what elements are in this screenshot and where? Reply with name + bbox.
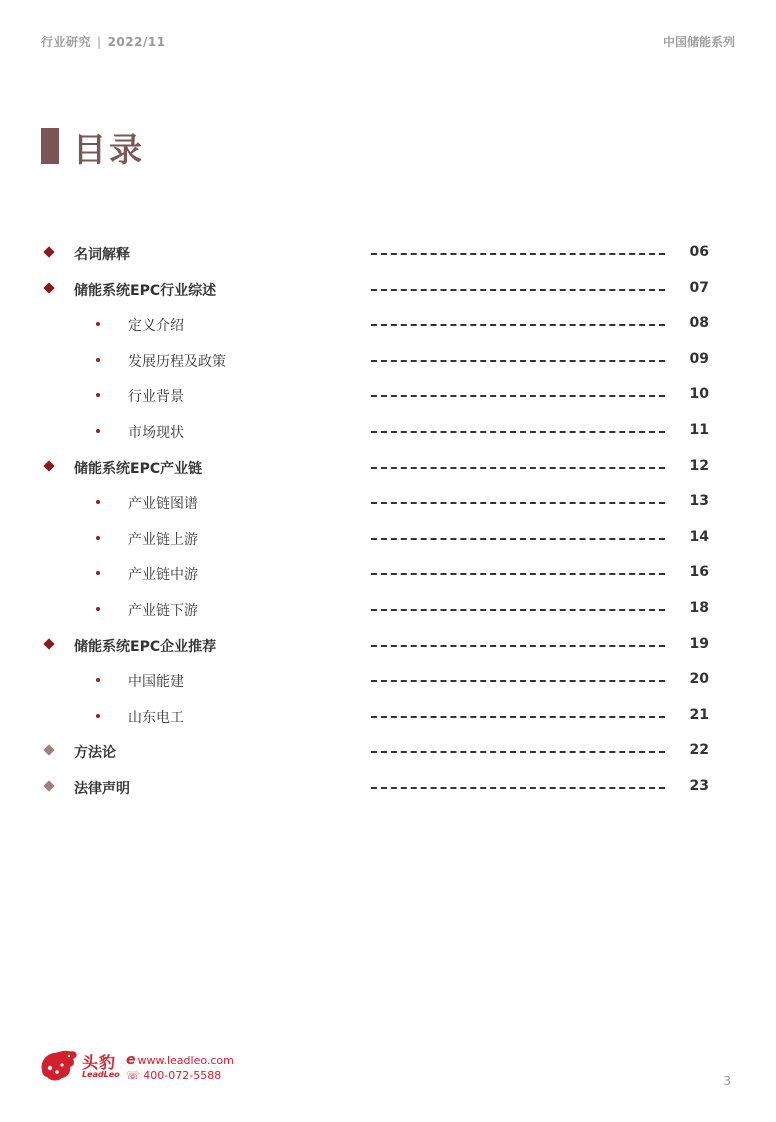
toc-entry-label: 山东电工 — [128, 709, 184, 726]
toc-entry-page: 14 — [689, 528, 709, 545]
toc-entry[interactable] — [0, 485, 776, 520]
toc-entry-label: 发展历程及政策 — [128, 353, 226, 370]
header-date: 2022/11 — [107, 35, 166, 49]
page-title: 目录 — [73, 130, 145, 169]
dot-leader — [371, 467, 665, 469]
website-text: www.leadleo.com — [137, 1054, 234, 1067]
web-e-icon: e — [126, 1052, 136, 1068]
toc-entry[interactable] — [0, 734, 776, 769]
toc-entry[interactable] — [0, 628, 776, 663]
toc-entry-label: 产业链中游 — [128, 567, 198, 584]
phone-number — [126, 1069, 221, 1082]
diamond-bullet-icon — [43, 745, 54, 756]
dot-leader — [371, 787, 665, 789]
footer-logo — [38, 1048, 238, 1084]
phone-icon: ☏ — [126, 1069, 140, 1082]
dot-bullet-icon — [96, 678, 100, 682]
phone-text: 400-072-5588 — [143, 1069, 222, 1082]
toc-entry-page: 21 — [689, 706, 709, 723]
toc-entry[interactable] — [0, 378, 776, 413]
dot-bullet-icon — [96, 571, 100, 575]
toc-entry-label: 市场现状 — [128, 425, 184, 441]
dot-leader — [371, 573, 665, 575]
logo-brand-en: LeadLeo — [82, 1070, 120, 1079]
dot-leader — [371, 538, 665, 540]
dot-leader — [371, 716, 665, 718]
toc-entry[interactable] — [0, 272, 776, 307]
toc-entry[interactable] — [0, 450, 776, 485]
leopard-logo-icon — [38, 1048, 80, 1084]
diamond-bullet-icon — [43, 460, 54, 471]
page-number: 3 — [723, 1074, 731, 1088]
toc-entry[interactable] — [0, 592, 776, 627]
toc-entry[interactable] — [0, 556, 776, 591]
diamond-bullet-icon — [43, 780, 54, 791]
dot-leader — [371, 253, 665, 255]
diamond-bullet-icon — [43, 638, 54, 649]
toc-entry-page: 12 — [689, 457, 709, 474]
toc-entry[interactable] — [0, 770, 776, 805]
toc-entry-label: 产业链下游 — [128, 603, 198, 619]
dot-bullet-icon — [96, 429, 100, 433]
diamond-bullet-icon — [43, 282, 54, 293]
toc-entry-page: 07 — [689, 279, 709, 296]
toc-entry-label: 法律声明 — [74, 781, 130, 797]
toc-entry[interactable] — [0, 307, 776, 342]
dot-leader — [371, 395, 665, 397]
dot-leader — [371, 431, 665, 433]
title-accent-bar — [41, 128, 59, 164]
dot-bullet-icon — [96, 607, 100, 611]
toc-entry-label: 定义介绍 — [128, 318, 184, 335]
dot-bullet-icon — [96, 322, 100, 326]
toc-entry-label: 行业背景 — [128, 389, 184, 406]
dot-leader — [371, 680, 665, 682]
dot-leader — [371, 751, 665, 753]
toc-entry-page: 10 — [689, 386, 709, 403]
header-series: 中国储能系列 — [662, 35, 735, 49]
toc-entry-label: 储能系统EPC产业链 — [74, 460, 203, 477]
toc-entry-page: 13 — [689, 493, 709, 510]
dot-leader — [371, 502, 665, 504]
dot-leader — [371, 289, 665, 291]
toc-entry[interactable] — [0, 699, 776, 734]
dot-bullet-icon — [96, 536, 100, 540]
header-left — [41, 33, 166, 50]
toc-entry-page: 22 — [689, 742, 709, 759]
website-link[interactable] — [126, 1052, 234, 1068]
toc-entry[interactable] — [0, 343, 776, 378]
toc-entry[interactable] — [0, 236, 776, 271]
dot-leader — [371, 609, 665, 611]
toc-entry[interactable] — [0, 663, 776, 698]
toc-entry-page: 16 — [689, 564, 709, 581]
toc-entry-page: 06 — [689, 244, 709, 260]
toc-entry-page: 08 — [689, 315, 709, 332]
toc-entry-page: 23 — [689, 778, 709, 794]
header-separator: | — [97, 35, 102, 49]
toc-entry-label: 产业链上游 — [128, 531, 198, 548]
dot-bullet-icon — [96, 714, 100, 718]
dot-leader — [371, 360, 665, 362]
toc-entry-page: 19 — [689, 635, 709, 652]
toc-entry-page: 18 — [689, 600, 709, 616]
header-category: 行业研究 — [41, 35, 92, 49]
dot-leader — [371, 324, 665, 326]
toc-entry-label: 产业链图谱 — [128, 496, 198, 513]
toc-entry-label: 方法论 — [74, 745, 116, 762]
dot-bullet-icon — [96, 500, 100, 504]
logo-brand-cn: 头豹 — [82, 1053, 117, 1072]
toc-entry-page: 11 — [689, 422, 709, 438]
diamond-bullet-icon — [43, 246, 54, 257]
toc-entry-label: 储能系统EPC企业推荐 — [74, 638, 217, 655]
dot-bullet-icon — [96, 393, 100, 397]
toc-entry-page: 09 — [689, 350, 709, 367]
dot-leader — [371, 645, 665, 647]
toc-entry-label: 储能系统EPC行业综述 — [74, 282, 217, 299]
toc-entry-label: 名词解释 — [74, 247, 130, 263]
toc-entry[interactable] — [0, 414, 776, 449]
toc-entry-label: 中国能建 — [128, 674, 184, 691]
toc-entry-page: 20 — [689, 671, 709, 688]
dot-bullet-icon — [96, 358, 100, 362]
toc-entry[interactable] — [0, 521, 776, 556]
